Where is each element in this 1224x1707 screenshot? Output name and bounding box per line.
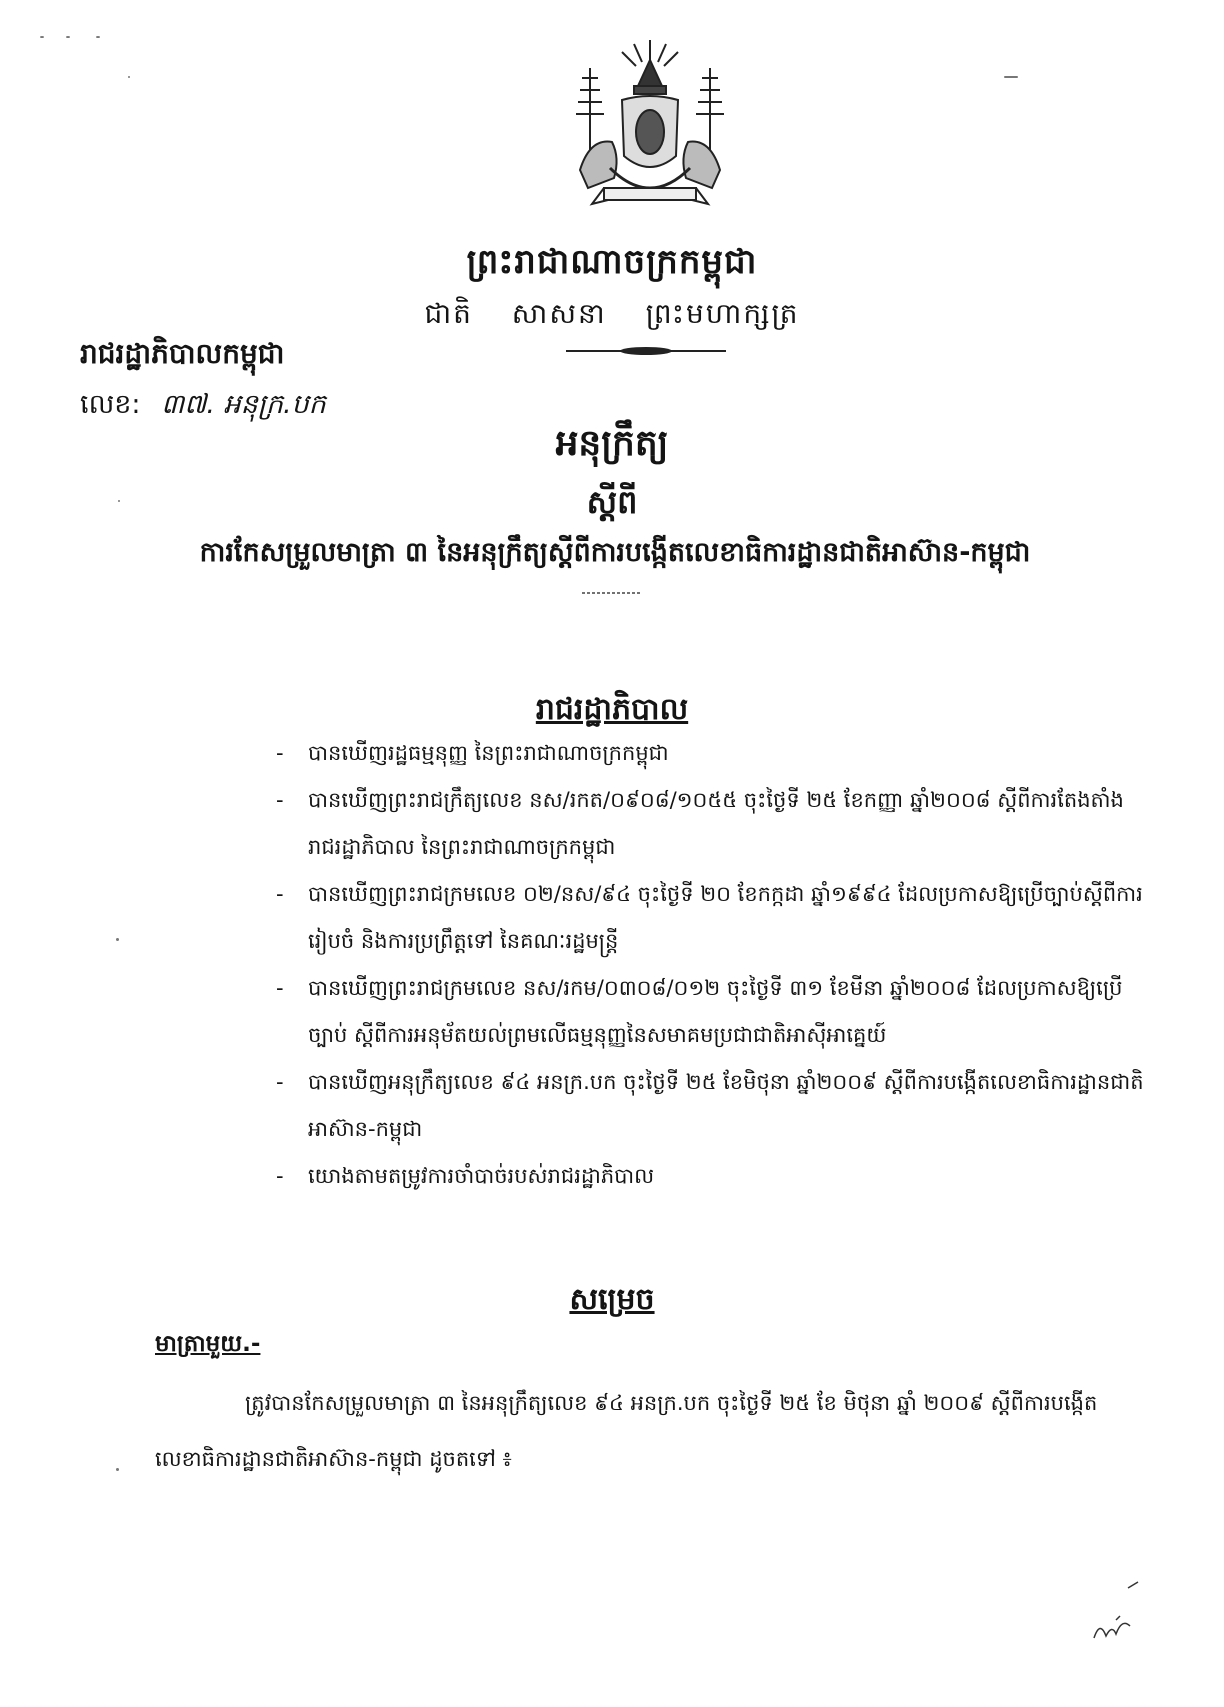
scan-speck <box>128 76 130 78</box>
scan-speck <box>118 500 120 502</box>
royal-emblem <box>560 38 740 218</box>
scan-speck <box>1004 76 1018 78</box>
list-item: - បានឃើញព្រះរាជក្រមលេខ នស/រកម/០៣០៨/០១២ ចុះថ្ងៃទី ៣១ ខែមីនា ឆ្នាំ២០០៨ ដែលប្រកាសឱ្យប្រើច្បាប់ ស្ដីពីការអនុម័តយល់ព្រមលើធម្មនុញ្ញនៃសមាគមប្រជាជាតិអាស៊ីអាគ្នេយ៍ <box>276 976 1123 1047</box>
article-one-label: មាត្រាមួយ.- <box>155 1331 261 1357</box>
motto-nation: ជាតិ <box>424 297 473 330</box>
document-type: អនុក្រឹត្យ <box>555 423 669 464</box>
list-item: - បានឃើញអនុក្រឹត្យលេខ ៩៤ អនក្រ.បក ចុះថ្ងៃទី ២៥ ខែមិថុនា ឆ្នាំ២០០៩ ស្ដីពីការបង្កើតលេខាធិការដ្ឋានជាតិអាស៊ាន-កម្ពុជា <box>276 1070 1144 1141</box>
motto-religion: សាសនា <box>511 297 607 330</box>
scan-speck <box>116 938 119 941</box>
motto-king: ព្រះមហាក្សត្រ <box>645 297 800 330</box>
list-item: - យោងតាមតម្រូវការចាំបាច់របស់រាជរដ្ឋាភិបាល <box>276 1164 655 1188</box>
document-subject: ការកែសម្រួលមាត្រា ៣ នៃអនុក្រឹត្យស្ដីពីការបង្កើតលេខាធិការដ្ឋានជាតិអាស៊ាន-កម្ពុជា <box>199 537 1031 568</box>
list-item: - បានឃើញព្រះរាជក្រឹត្យលេខ នស/រកត/០៩០៨/១០៥៥ ចុះថ្ងៃទី ២៥ ខែកញ្ញា ឆ្នាំ២០០៨ ស្ដីពីការតែងតាំងរាជរដ្ឋាភិបាល នៃព្រះរាជាណាចក្រកម្ពុជា <box>276 788 1124 859</box>
preamble-heading: រាជរដ្ឋាភិបាល <box>535 692 689 727</box>
number-label: លេខ: <box>80 389 141 420</box>
scan-speck <box>40 36 44 38</box>
list-item: - បានឃើញរដ្ឋធម្មនុញ្ញ នៃព្រះរាជាណាចក្រកម្ពុជា <box>276 741 669 765</box>
number-value: ៣៧. អនុក្រ.បក <box>161 389 326 420</box>
kingdom-title: ព្រះរាជាណាចក្រកម្ពុជា <box>466 242 758 282</box>
list-item: - បានឃើញព្រះរាជក្រមលេខ ០២/នស/៩៤ ចុះថ្ងៃទី ២០ ខែកក្កដា ឆ្នាំ១៩៩៤ ដែលប្រកាសឱ្យប្រើច្បាប់ស្ដីពីការរៀបចំ និងការប្រព្រឹត្តទៅ នៃគណៈរដ្ឋមន្ត្រី <box>276 882 1143 953</box>
national-motto <box>0 296 1224 337</box>
scan-speck <box>66 36 70 38</box>
scan-speck <box>116 1468 119 1471</box>
ornament-divider <box>566 346 726 356</box>
issuing-government: រាជរដ្ឋាភិបាលកម្ពុជា <box>80 337 285 370</box>
preamble-list <box>276 730 1150 1200</box>
about-label: ស្ដីពី <box>586 483 638 521</box>
subject-divider <box>582 590 642 596</box>
scan-speck <box>96 36 100 38</box>
article-one-text: ត្រូវបានកែសម្រួលមាត្រា ៣ នៃអនុក្រឹត្យលេខ ៩៤ អនក្រ.បក ចុះថ្ងៃទី ២៥ ខែ មិថុនា ឆ្នាំ ២០០៩ ស្ដីពីការបង្កើតលេខាធិការដ្ឋានជាតិអាស៊ាន-កម្ពុជា ដូចតទៅ ៖ <box>155 1391 1098 1471</box>
handwritten-initials <box>1086 1580 1146 1650</box>
decision-heading: សម្រេច <box>569 1282 655 1317</box>
